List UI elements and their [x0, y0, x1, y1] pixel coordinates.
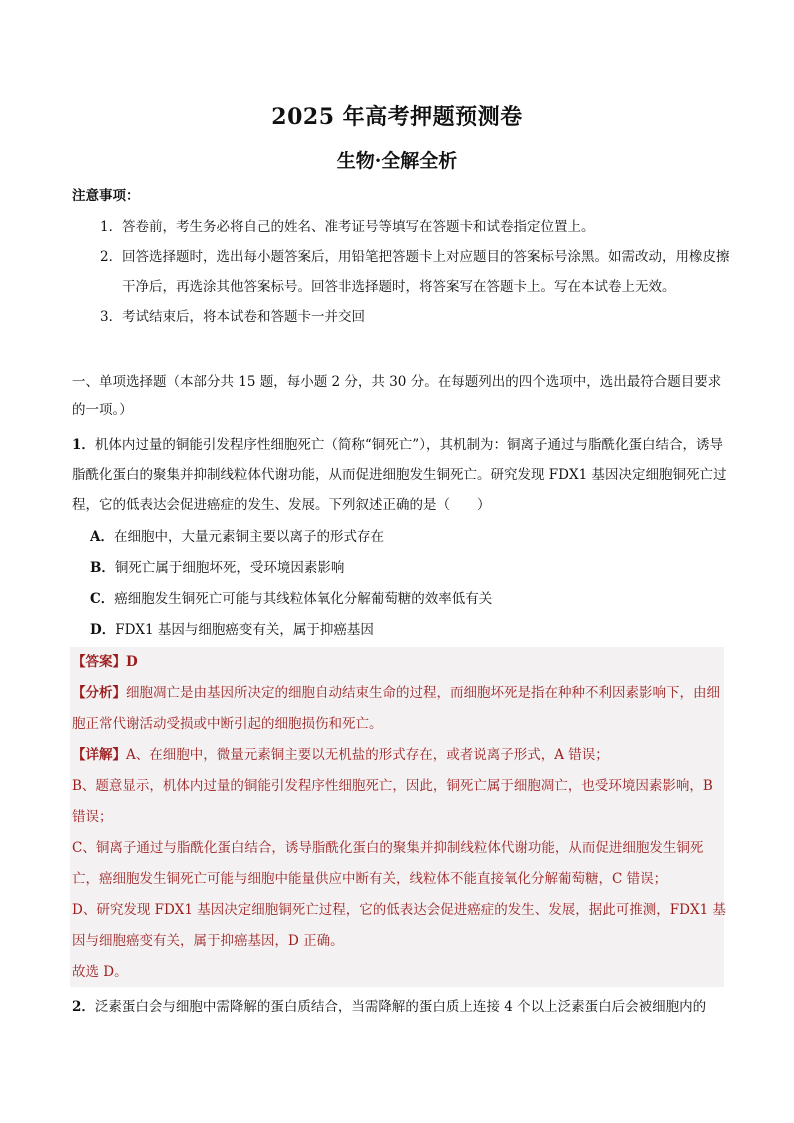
detail-paragraph-a	[72, 740, 728, 771]
notice-item	[100, 242, 730, 302]
detail-text-a: A、在细胞中，微量元素铜主要以无机盐的形式存在，或者说离子形式，A 错误；	[126, 747, 609, 763]
notice-item-text: 回答选择题时，选出每小题答案后，用铅笔把答题卡上对应题目的答案标号涂黑。如需改动，用橡皮擦干净后，再选涂其他答案标号。回答非选择题时，将答案写在答题卡上。写在本试卷上无效。	[122, 249, 730, 295]
option-text: 铜死亡属于细胞坏死，受环境因素影响	[114, 560, 345, 576]
detail-paragraph-d: D、研究发现 FDX1 基因决定细胞铜死亡过程，它的低表达会促进癌症的发生、发展，据此可推测，FDX1 基因与细胞癌变有关，属于抑癌基因，D 正确。	[72, 902, 726, 949]
option-text: FDX1 基因与细胞癌变有关，属于抑癌基因	[115, 622, 374, 638]
notice-list	[100, 212, 730, 332]
notice-item	[100, 212, 730, 242]
question-stem: 机体内过量的铜能引发程序性细胞死亡（简称“铜死亡”），其机制为：铜离子通过与脂酰化蛋白结合，诱导脂酰化蛋白的聚集并抑制线粒体代谢功能，从而促进细胞发生铜死亡。研究发现 FDX1 基因决定细胞铜死亡过程，它的低表达会促进癌症的发生、发展。下列叙述正确的是（ ）	[72, 437, 727, 513]
option-b	[90, 553, 730, 584]
notice-item	[100, 302, 730, 332]
analysis-text: 细胞凋亡是由基因所决定的细胞自动结束生命的过程，而细胞坏死是指在种种不利因素影响下，由细胞正常代谢活动受损或中断引起的细胞损伤和死亡。	[72, 685, 720, 732]
page-title: 2025 年高考押题预测卷	[271, 104, 523, 130]
option-a	[90, 522, 730, 553]
notice-heading: 注意事项：	[72, 188, 140, 204]
detail-paragraph-b: B、题意显示，机体内过量的铜能引发程序性细胞死亡，因此，铜死亡属于细胞凋亡，也受环境因素影响，B 错误；	[72, 778, 713, 825]
option-c	[90, 584, 730, 615]
notice-item-number: 3．	[100, 309, 123, 325]
question-number: 2．	[72, 999, 95, 1015]
notice-item-text: 答卷前，考生务必将自己的姓名、准考证号等填写在答题卡和试卷指定位置上。	[122, 219, 595, 235]
question-1	[72, 430, 732, 520]
question-2	[72, 992, 732, 1022]
option-letter: B．	[90, 560, 115, 576]
option-letter: D．	[90, 622, 116, 638]
notice-item-number: 1．	[100, 219, 123, 235]
detail-tag: 【详解】	[72, 747, 126, 763]
answer-explanation	[72, 647, 728, 988]
question-number: 1．	[72, 437, 95, 453]
section-heading: 一、单项选择题（本部分共 15 题，每小题 2 分，共 30 分。在每题列出的四个选项中，选出最符合题目要求的一项。）	[72, 374, 722, 418]
analysis-tag: 【分析】	[72, 685, 126, 701]
answer-value: D	[126, 654, 138, 670]
conclusion: 故选 D。	[72, 964, 128, 980]
option-letter: A．	[90, 529, 114, 545]
answer-tag: 【答案】	[72, 654, 126, 670]
detail-paragraph-c: C、铜离子通过与脂酰化蛋白结合，诱导脂酰化蛋白的聚集并抑制线粒体代谢功能，从而促进细胞发生铜死亡，癌细胞发生铜死亡可能与细胞中能量供应中断有关，线粒体不能直接氧化分解葡萄糖，C 错误；	[72, 840, 704, 887]
option-letter: C．	[90, 591, 115, 607]
question-stem: 泛素蛋白会与细胞中需降解的蛋白质结合，当需降解的蛋白质上连接 4 个以上泛素蛋白后会被细胞内的	[94, 999, 707, 1015]
notice-item-text: 考试结束后，将本试卷和答题卡一并交回	[122, 309, 365, 325]
option-d	[90, 615, 730, 646]
answer-line	[72, 647, 728, 678]
question-1-options	[90, 522, 730, 646]
page-subtitle: 生物·全解全析	[336, 150, 458, 172]
analysis-paragraph	[72, 678, 728, 740]
notice-item-number: 2．	[100, 249, 123, 265]
option-text: 癌细胞发生铜死亡可能与其线粒体氧化分解葡萄糖的效率低有关	[114, 591, 493, 607]
option-text: 在细胞中，大量元素铜主要以离子的形式存在	[113, 529, 384, 545]
